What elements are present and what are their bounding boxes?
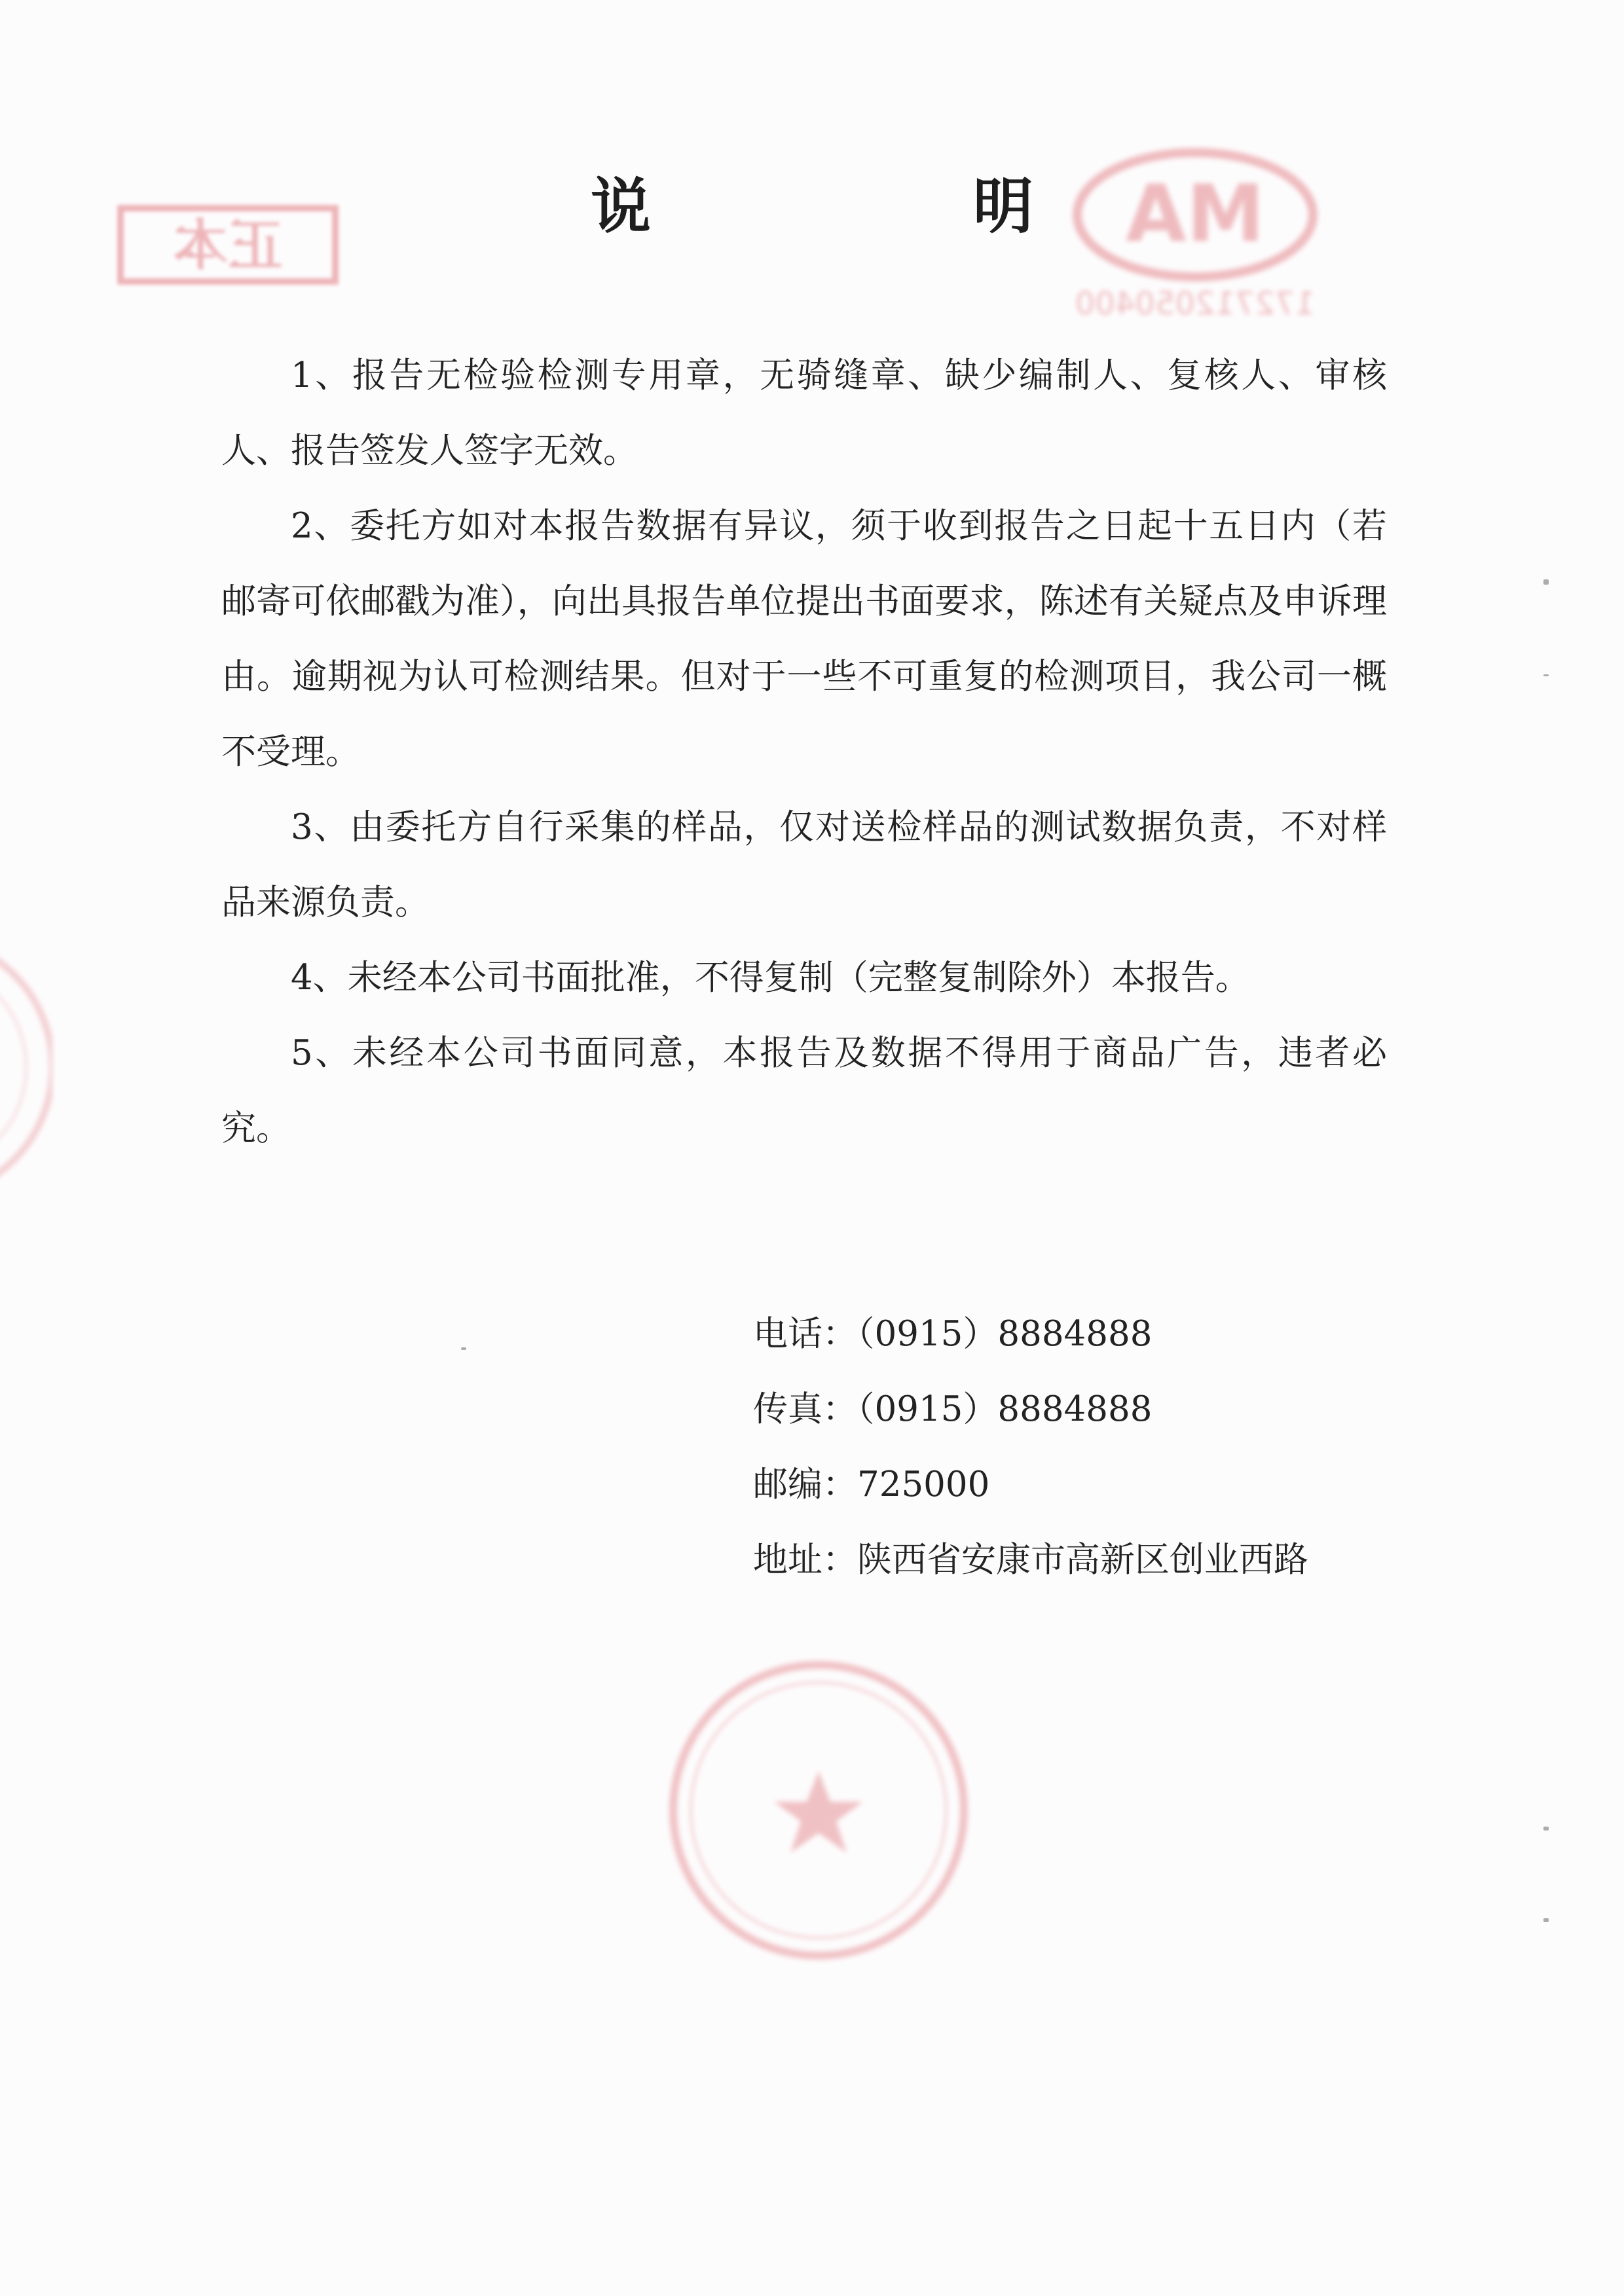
fax-label: 传真： [753,1389,857,1429]
note-paragraph: 5、未经本公司书面同意，本报告及数据不得用于商品广告，违者必究。 [221,1033,1387,1148]
cma-stamp-text: MA [1125,169,1265,260]
notes-body [221,338,1387,1166]
note-paragraph: 1、报告无检验检测专用章，无骑缝章、缺少编制人、复核人、审核人、报告签发人签字无效。 [221,355,1387,471]
phone-label: 电话： [753,1314,857,1354]
cma-stamp-number: 172712050400 [1075,285,1316,322]
scan-speck [1543,674,1549,676]
address-row [753,1522,1308,1597]
fax-row [753,1372,1308,1447]
zhengben-stamp-text: 正本 [172,213,284,278]
note-paragraph: 4、未经本公司书面批准，不得复制（完整复制除外）本报告。 [291,958,1250,998]
postcode-value: 725000 [857,1465,990,1504]
company-seal-stamp [665,1656,972,1964]
page-title: 说 明 [590,171,1164,242]
address-value: 陕西省安康市高新区创业西路 [857,1540,1308,1580]
phone-value: （0915）8884888 [857,1314,1153,1354]
postcode-row [753,1447,1308,1522]
contact-info [753,1296,1308,1597]
postcode-label: 邮编： [753,1465,857,1504]
scan-speck [461,1347,466,1350]
scan-speck [1543,579,1549,585]
note-paragraph: 3、由委托方自行采集的样品，仅对送检样品的测试数据负责，不对样品来源负责。 [221,807,1387,922]
phone-row [753,1296,1308,1372]
scan-speck [1543,1827,1549,1831]
scan-speck [1543,1918,1549,1922]
fax-value: （0915）8884888 [857,1389,1153,1429]
note-paragraph: 2、委托方如对本报告数据有异议，须于收到报告之日起十五日内（若邮寄可依邮戳为准），向出具报告单位提出书面要求，陈述有关疑点及申诉理由。逾期视为认可检测结果。但对于一些不可重复的检测项目，我公司一概不受理。 [221,506,1387,772]
address-label: 地址： [753,1540,857,1580]
left-seal-stamp [0,903,52,1231]
